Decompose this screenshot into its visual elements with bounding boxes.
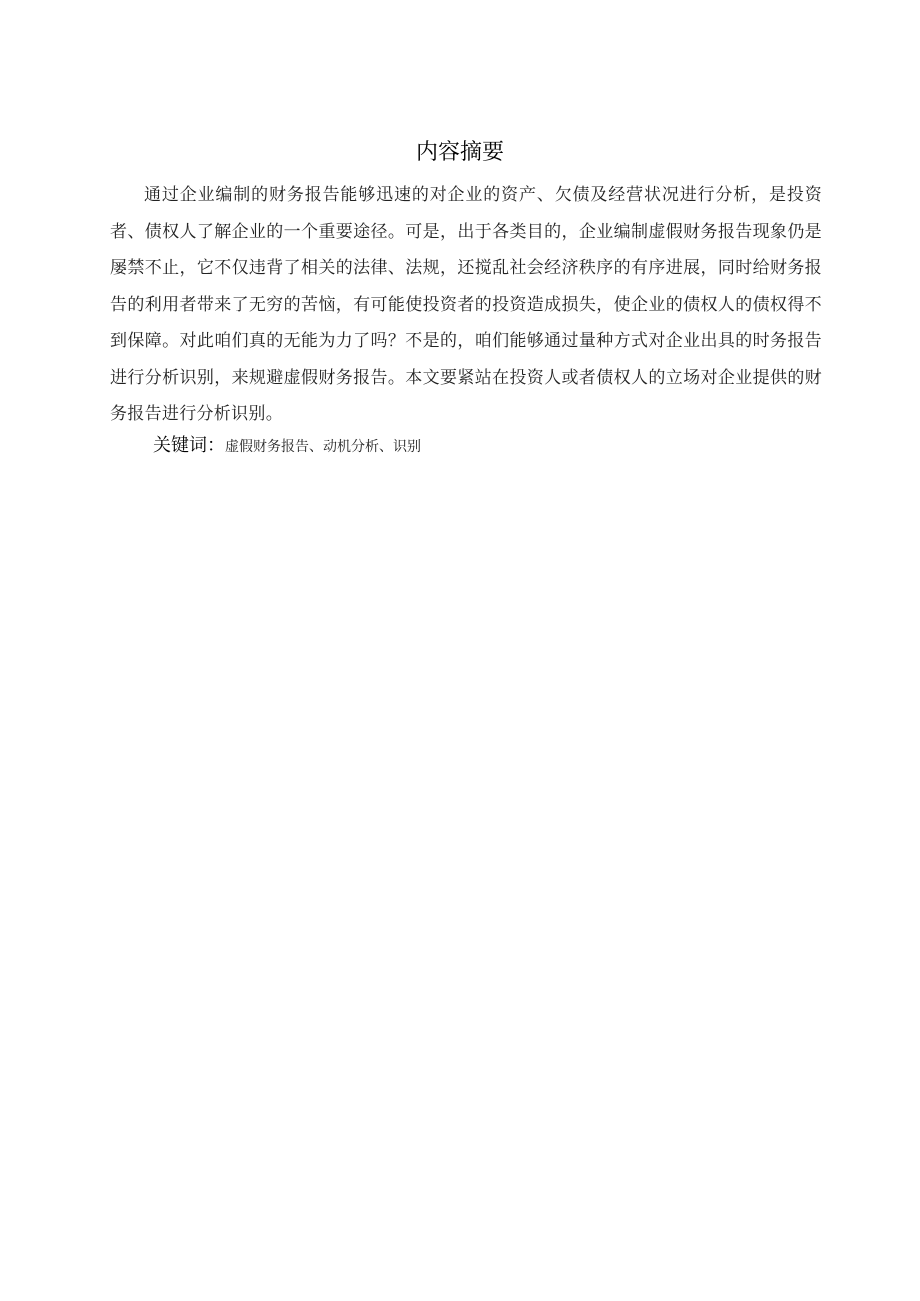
keywords-text: 虚假财务报告、动机分析、识别 (225, 439, 421, 455)
page-title: 内容摘要 (415, 140, 504, 165)
keywords-label: 关键词： (153, 435, 225, 456)
abstract-paragraph: 通过企业编制的财务报告能够迅速的对企业的资产、欠债及经营状况进行分析，是投资者、债权人了解企业的一个重要途径。可是，出于各类目的，企业编制虚假财务报告现象仍是屡禁不止，它不仅违背了相关的法律、法规，还搅乱社会经济秩序的有序进展，同时给财务报告的利用者带来了无穷的苦恼，有可能使投资者的投资造成损失，使企业的债权人的债权得不到保障。对此咱们真的无能为力了吗？不是的，咱们能够通过量种方式对企业出具的时务报告进行分析识别，来规避虚假财务报告。本文要紧站在投资人或者债权人的立场对企业提供的财务报告进行分析识别。 (110, 185, 822, 424)
keywords-line (153, 430, 813, 463)
